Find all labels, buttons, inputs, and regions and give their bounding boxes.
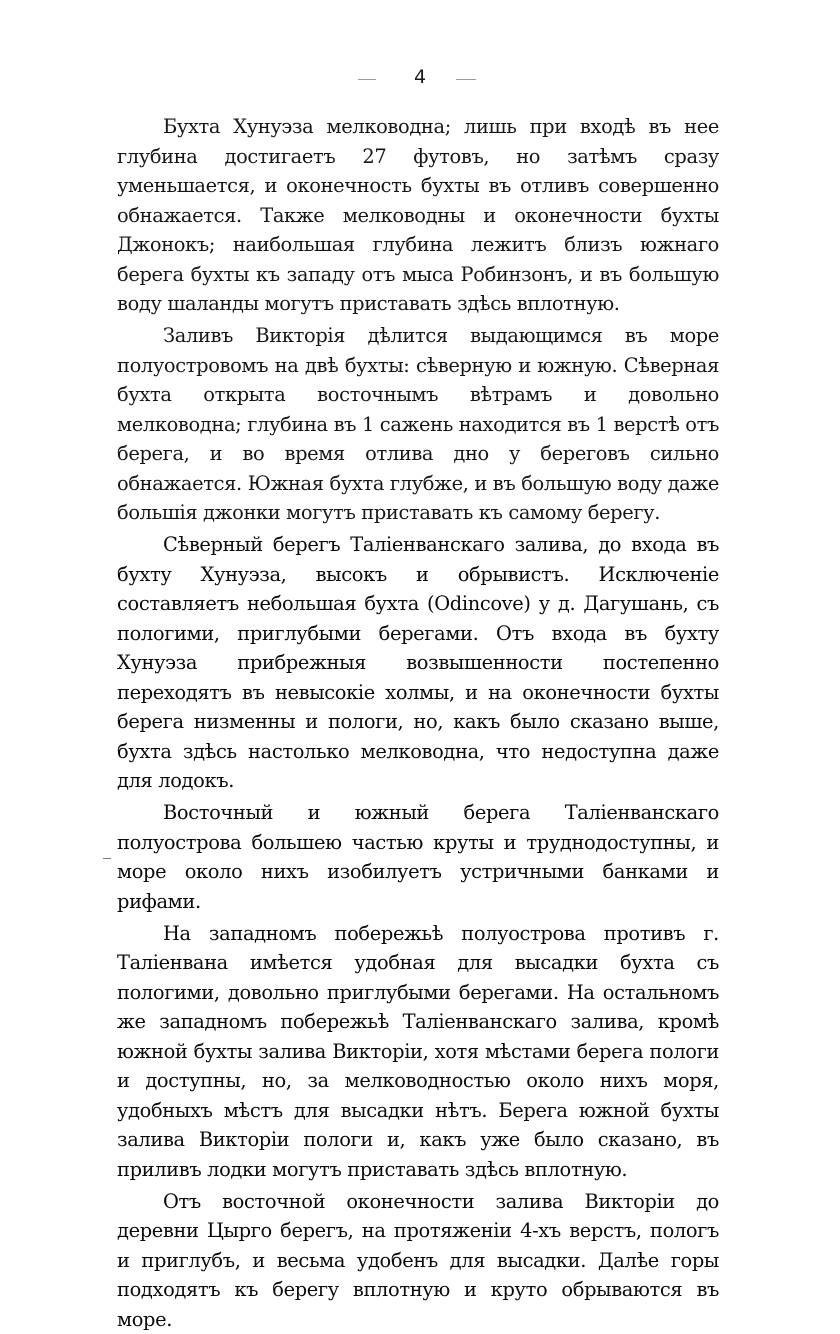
page-header [0,66,840,96]
header-dash-left [358,79,376,80]
paragraph-west-coast: На западномъ побережьѣ полуострова противъ г. Таліенвана имѣется удобная для высадки бухта съ пологими, довольно приглубыми берегами. На остальномъ же западномъ побережьѣ Таліенванскаго залива, кромѣ южной бухты залива Викторіи, хотя мѣстами берега пологи и доступны, но, за мелководностью около нихъ моря, удобныхъ мѣстъ для высадки нѣтъ. Берега южной бухты залива Викторіи пологи и, какъ уже было сказано, въ приливъ лодки могутъ приставать здѣсь вплотную. [117,919,719,1185]
margin-mark [103,858,111,859]
paragraph-victoria-gulf: Заливъ Викторія дѣлится выдающимся въ море полуостровомъ на двѣ бухты: сѣверную и южную. Сѣверная бухта открыта восточнымъ вѣтрамъ и довольно мелководна; глубина въ 1 сажень находится въ 1 верстѣ отъ берега, и во время отлива дно у береговъ сильно обнажается. Южная бухта глубже, и въ большую воду даже большія джонки могутъ приставать къ самому берегу. [117,321,719,528]
main-text [117,112,719,1334]
paragraph-north-shore: Сѣверный берегъ Таліенванскаго залива, до входа въ бухту Хунуэза, высокъ и обрывистъ. Исключеніе составляетъ небольшая бухта (Odincove) у д. Дагушань, съ пологими, приглубыми берегами. Отъ входа въ бухту Хунуэза прибрежныя возвышенности постепенно переходятъ въ невысокіе холмы, и на оконечности бухты берега низменны и пологи, но, какъ было сказано выше, бухта здѣсь настолько мелководна, что недоступна даже для лодокъ. [117,530,719,796]
paragraph-tsyrgo-shore: Отъ восточной оконечности залива Викторіи до деревни Цырго берегъ, на протяженіи 4-хъ верстъ, пологъ и приглубъ, и весьма удобенъ для высадки. Далѣе горы подходятъ къ берегу вплотную и круто обрываются въ море. [117,1187,719,1334]
paragraph-hunueza-bay: Бухта Хунуэза мелководна; лишь при входѣ въ нее глубина достигаетъ 27 футовъ, но затѣмъ сразу уменьшается, и оконечность бухты въ отливъ совершенно обнажается. Также мелководны и оконечности бухты Джонокъ; наибольшая глубина лежитъ близъ южнаго берега бухты къ западу отъ мыса Робинзонъ, и въ большую воду шаланды могутъ приставать здѣсь вплотную. [117,112,719,319]
page-number: 4 [400,66,440,88]
header-dash-right [456,79,476,80]
paragraph-east-south-shores: Восточный и южный берега Таліенванскаго полуострова большею частью круты и труднодоступны, и море около нихъ изобилуетъ устричными банками и рифами. [117,798,719,916]
